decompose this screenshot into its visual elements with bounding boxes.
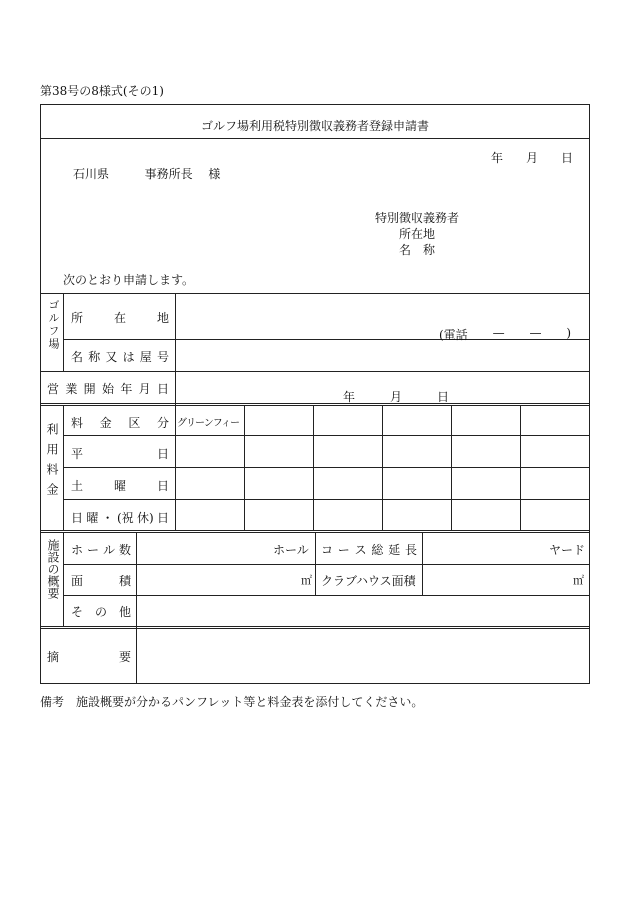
phone-sep-1: —	[492, 326, 505, 340]
green-fee-header: グリーンフィー	[177, 418, 239, 429]
applicant-name-label: 名 称	[399, 243, 436, 257]
business-start-label: 営 業 開 始 年 月 日	[47, 382, 169, 396]
area-label: 面 積	[71, 574, 131, 588]
fees-group-label: 利用料金	[45, 423, 59, 503]
location-label: 所 在 地	[71, 311, 169, 325]
area-unit: ㎡	[301, 574, 312, 587]
date-day: 日	[560, 151, 573, 165]
date-month: 月	[525, 151, 538, 165]
other-label: そ の 他	[71, 605, 131, 619]
phone-label: (電話	[439, 328, 468, 342]
business-start-year: 年	[343, 390, 356, 404]
addressee-honorific: 様	[208, 167, 221, 181]
business-start-day: 日	[436, 390, 449, 404]
form-title: ゴルフ場利用税特別徴収義務者登録申請書	[200, 119, 429, 133]
business-start-month: 月	[389, 390, 402, 404]
form-number: 第38号の8様式(その1)	[40, 84, 164, 98]
clubhouse-area-label: クラブハウス面積	[321, 574, 416, 588]
date-line	[491, 149, 573, 166]
addressee-office: 事務所長	[144, 167, 193, 181]
request-text: 次のとおり申請します。	[63, 273, 195, 287]
remarks-label: 摘 要	[47, 650, 131, 664]
addressee	[73, 165, 220, 182]
addressee-pref: 石川県	[73, 167, 110, 181]
applicant-role: 特別徴収義務者	[375, 211, 460, 225]
holes-label: ホ ー ル 数	[71, 543, 131, 557]
fee-row-sunday-holiday: 日 曜 ・ (祝 休) 日	[71, 511, 169, 525]
facility-group-label: 施設の概要	[46, 539, 60, 599]
phone-close: )	[566, 326, 571, 340]
fee-row-saturday: 土 曜 日	[71, 479, 169, 493]
fee-row-weekday: 平 日	[71, 447, 169, 461]
golf-course-group-label: ゴルフ場	[47, 299, 60, 351]
business-start-date	[343, 388, 449, 405]
attachment-note: 備考 施設概要が分かるパンフレット等と料金表を添付してください。	[40, 695, 424, 709]
date-year: 年	[491, 151, 504, 165]
phone-sep-2: —	[529, 326, 542, 340]
applicant-address-label: 所在地	[399, 227, 436, 241]
clubhouse-area-unit: ㎡	[573, 574, 584, 587]
course-length-label: コ ー ス 総 延 長	[321, 543, 417, 557]
course-length-unit: ヤード	[549, 543, 586, 557]
fee-category-label: 料 金 区 分	[71, 416, 169, 430]
name-or-trade-label: 名 称 又 は 屋 号	[71, 350, 169, 364]
phone-field[interactable]	[439, 326, 571, 343]
holes-unit: ホール	[273, 543, 309, 557]
application-form	[40, 104, 590, 684]
